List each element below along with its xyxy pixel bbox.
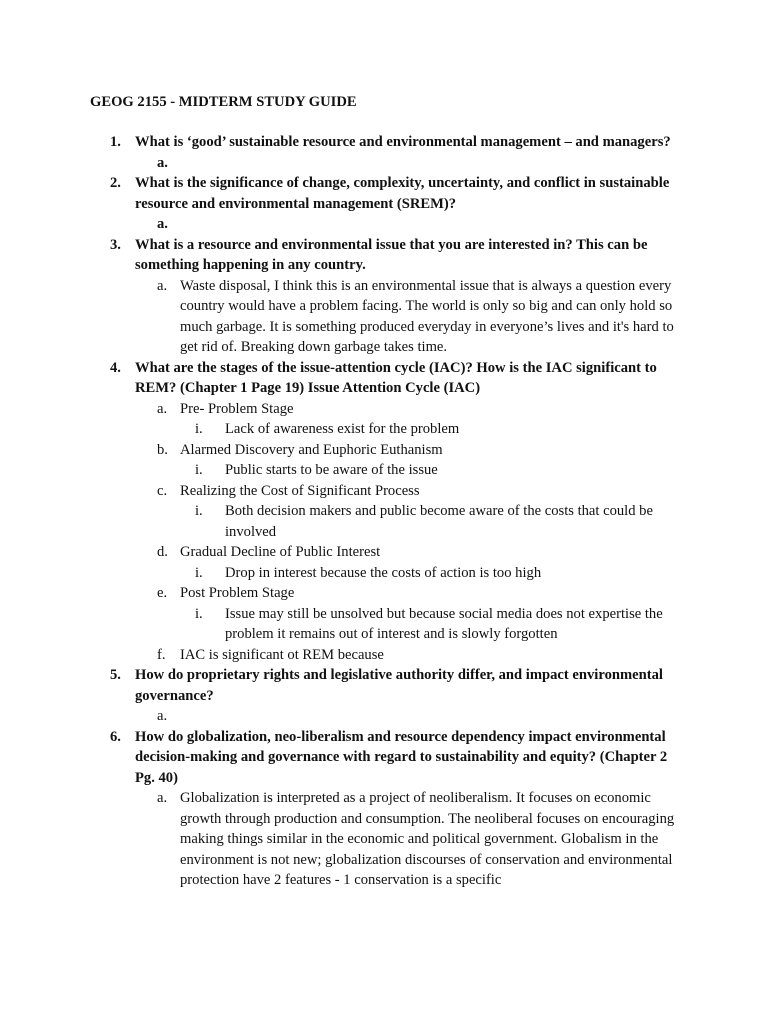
question-5 xyxy=(0,665,680,706)
question-text: What is the significance of change, complexity, uncertainty, and conflict in sustainable resource and environmental management (SREM)? xyxy=(135,175,670,212)
question-text: What are the stages of the issue-attention cycle (IAC)? How is the IAC significant to REM? (Chapter 1 Page 19) Issue Attention Cycle (IAC) xyxy=(135,359,657,396)
answer-text: Gradual Decline of Public Interest xyxy=(180,544,381,560)
question-text: How do proprietary rights and legislative authority differ, and impact environmental governance? xyxy=(135,667,663,704)
answer-text: Post Problem Stage xyxy=(180,585,295,601)
answer-item xyxy=(0,645,680,666)
question-6 xyxy=(0,727,680,789)
answer-marker: a. xyxy=(157,154,168,171)
answer-marker: a. xyxy=(157,216,168,232)
answer-marker: a. xyxy=(157,790,168,806)
answer-item xyxy=(0,276,680,358)
answer-text: Waste disposal, I think this is an environmental issue that is always a question every country would have a problem facing. The world is only so big and can only hold so much garbage. It is something produced everyday in everyone’s lives and it's hard to get rid of. Breaking down garbage takes time. xyxy=(180,277,674,355)
question-4 xyxy=(0,358,680,399)
answer-item xyxy=(0,481,680,502)
answer-marker: d. xyxy=(157,544,168,560)
answer-item xyxy=(0,153,680,174)
sub-answer-text: Public starts to be aware of the issue xyxy=(225,462,438,478)
answer-marker: a. xyxy=(157,400,168,417)
answer-marker: e. xyxy=(157,585,168,601)
answer-item xyxy=(0,542,680,563)
sub-answer-item xyxy=(0,419,680,440)
question-number: 1. xyxy=(110,134,121,150)
question-number: 6. xyxy=(110,728,121,745)
sub-answer-marker: i. xyxy=(195,421,203,437)
sub-answer-text: Issue may still be unsolved but because social media does not expertise the problem it remains out of interest and is slowly forgotten xyxy=(225,605,663,642)
sub-answer-marker: i. xyxy=(195,462,203,478)
sub-answer-marker: i. xyxy=(195,503,203,519)
answer-item xyxy=(0,583,680,604)
document-title: GEOG 2155 - MIDTERM STUDY GUIDE xyxy=(90,94,357,110)
answer-text: IAC is significant ot REM because xyxy=(180,646,384,663)
sub-answer-item xyxy=(0,501,680,542)
question-number: 4. xyxy=(110,359,121,376)
question-number: 3. xyxy=(110,236,121,253)
answer-item xyxy=(0,214,680,235)
sub-answer-marker: i. xyxy=(195,564,203,581)
answer-text: Alarmed Discovery and Euphoric Euthanism xyxy=(180,441,443,458)
answer-marker: b. xyxy=(157,441,168,458)
answer-marker: a. xyxy=(157,277,168,294)
answer-item xyxy=(0,399,680,420)
question-1 xyxy=(0,132,680,153)
question-3 xyxy=(0,235,680,276)
answer-marker: f. xyxy=(157,646,166,663)
question-list xyxy=(0,132,768,891)
question-text: What is a resource and environmental issue that you are interested in? This can be something happening in any country. xyxy=(135,236,648,273)
answer-text: Pre- Problem Stage xyxy=(180,400,294,417)
question-number: 5. xyxy=(110,667,121,683)
answer-marker: a. xyxy=(157,708,168,724)
answer-item xyxy=(0,440,680,461)
answer-marker: c. xyxy=(157,482,168,499)
sub-answer-text: Lack of awareness exist for the problem xyxy=(225,421,460,437)
question-number: 2. xyxy=(110,175,121,191)
sub-answer-item xyxy=(0,604,680,645)
question-text: What is ‘good’ sustainable resource and environmental management – and managers? xyxy=(135,134,671,150)
sub-answer-marker: i. xyxy=(195,605,203,622)
answer-text: Realizing the Cost of Significant Process xyxy=(180,482,420,499)
sub-answer-item xyxy=(0,563,680,584)
answer-text: Globalization is interpreted as a project of neoliberalism. It focuses on economic growth through production and consumption. The neoliberal focuses on encouraging making things similar in the economic and political government. Globalism in the environment is not new; globalization discourses of conservation and environmental protection have 2 features - 1 conservation is a specific xyxy=(180,790,675,888)
sub-answer-text: Drop in interest because the costs of action is too high xyxy=(225,564,542,581)
question-2 xyxy=(0,173,680,214)
answer-item xyxy=(0,788,680,891)
sub-answer-item xyxy=(0,460,680,481)
answer-item xyxy=(0,706,680,727)
question-text: How do globalization, neo-liberalism and resource dependency impact environmental decision-making and governance with regard to sustainability and equity? (Chapter 2 Pg. 40) xyxy=(135,728,668,786)
sub-answer-text: Both decision makers and public become aware of the costs that could be involved xyxy=(225,503,653,540)
